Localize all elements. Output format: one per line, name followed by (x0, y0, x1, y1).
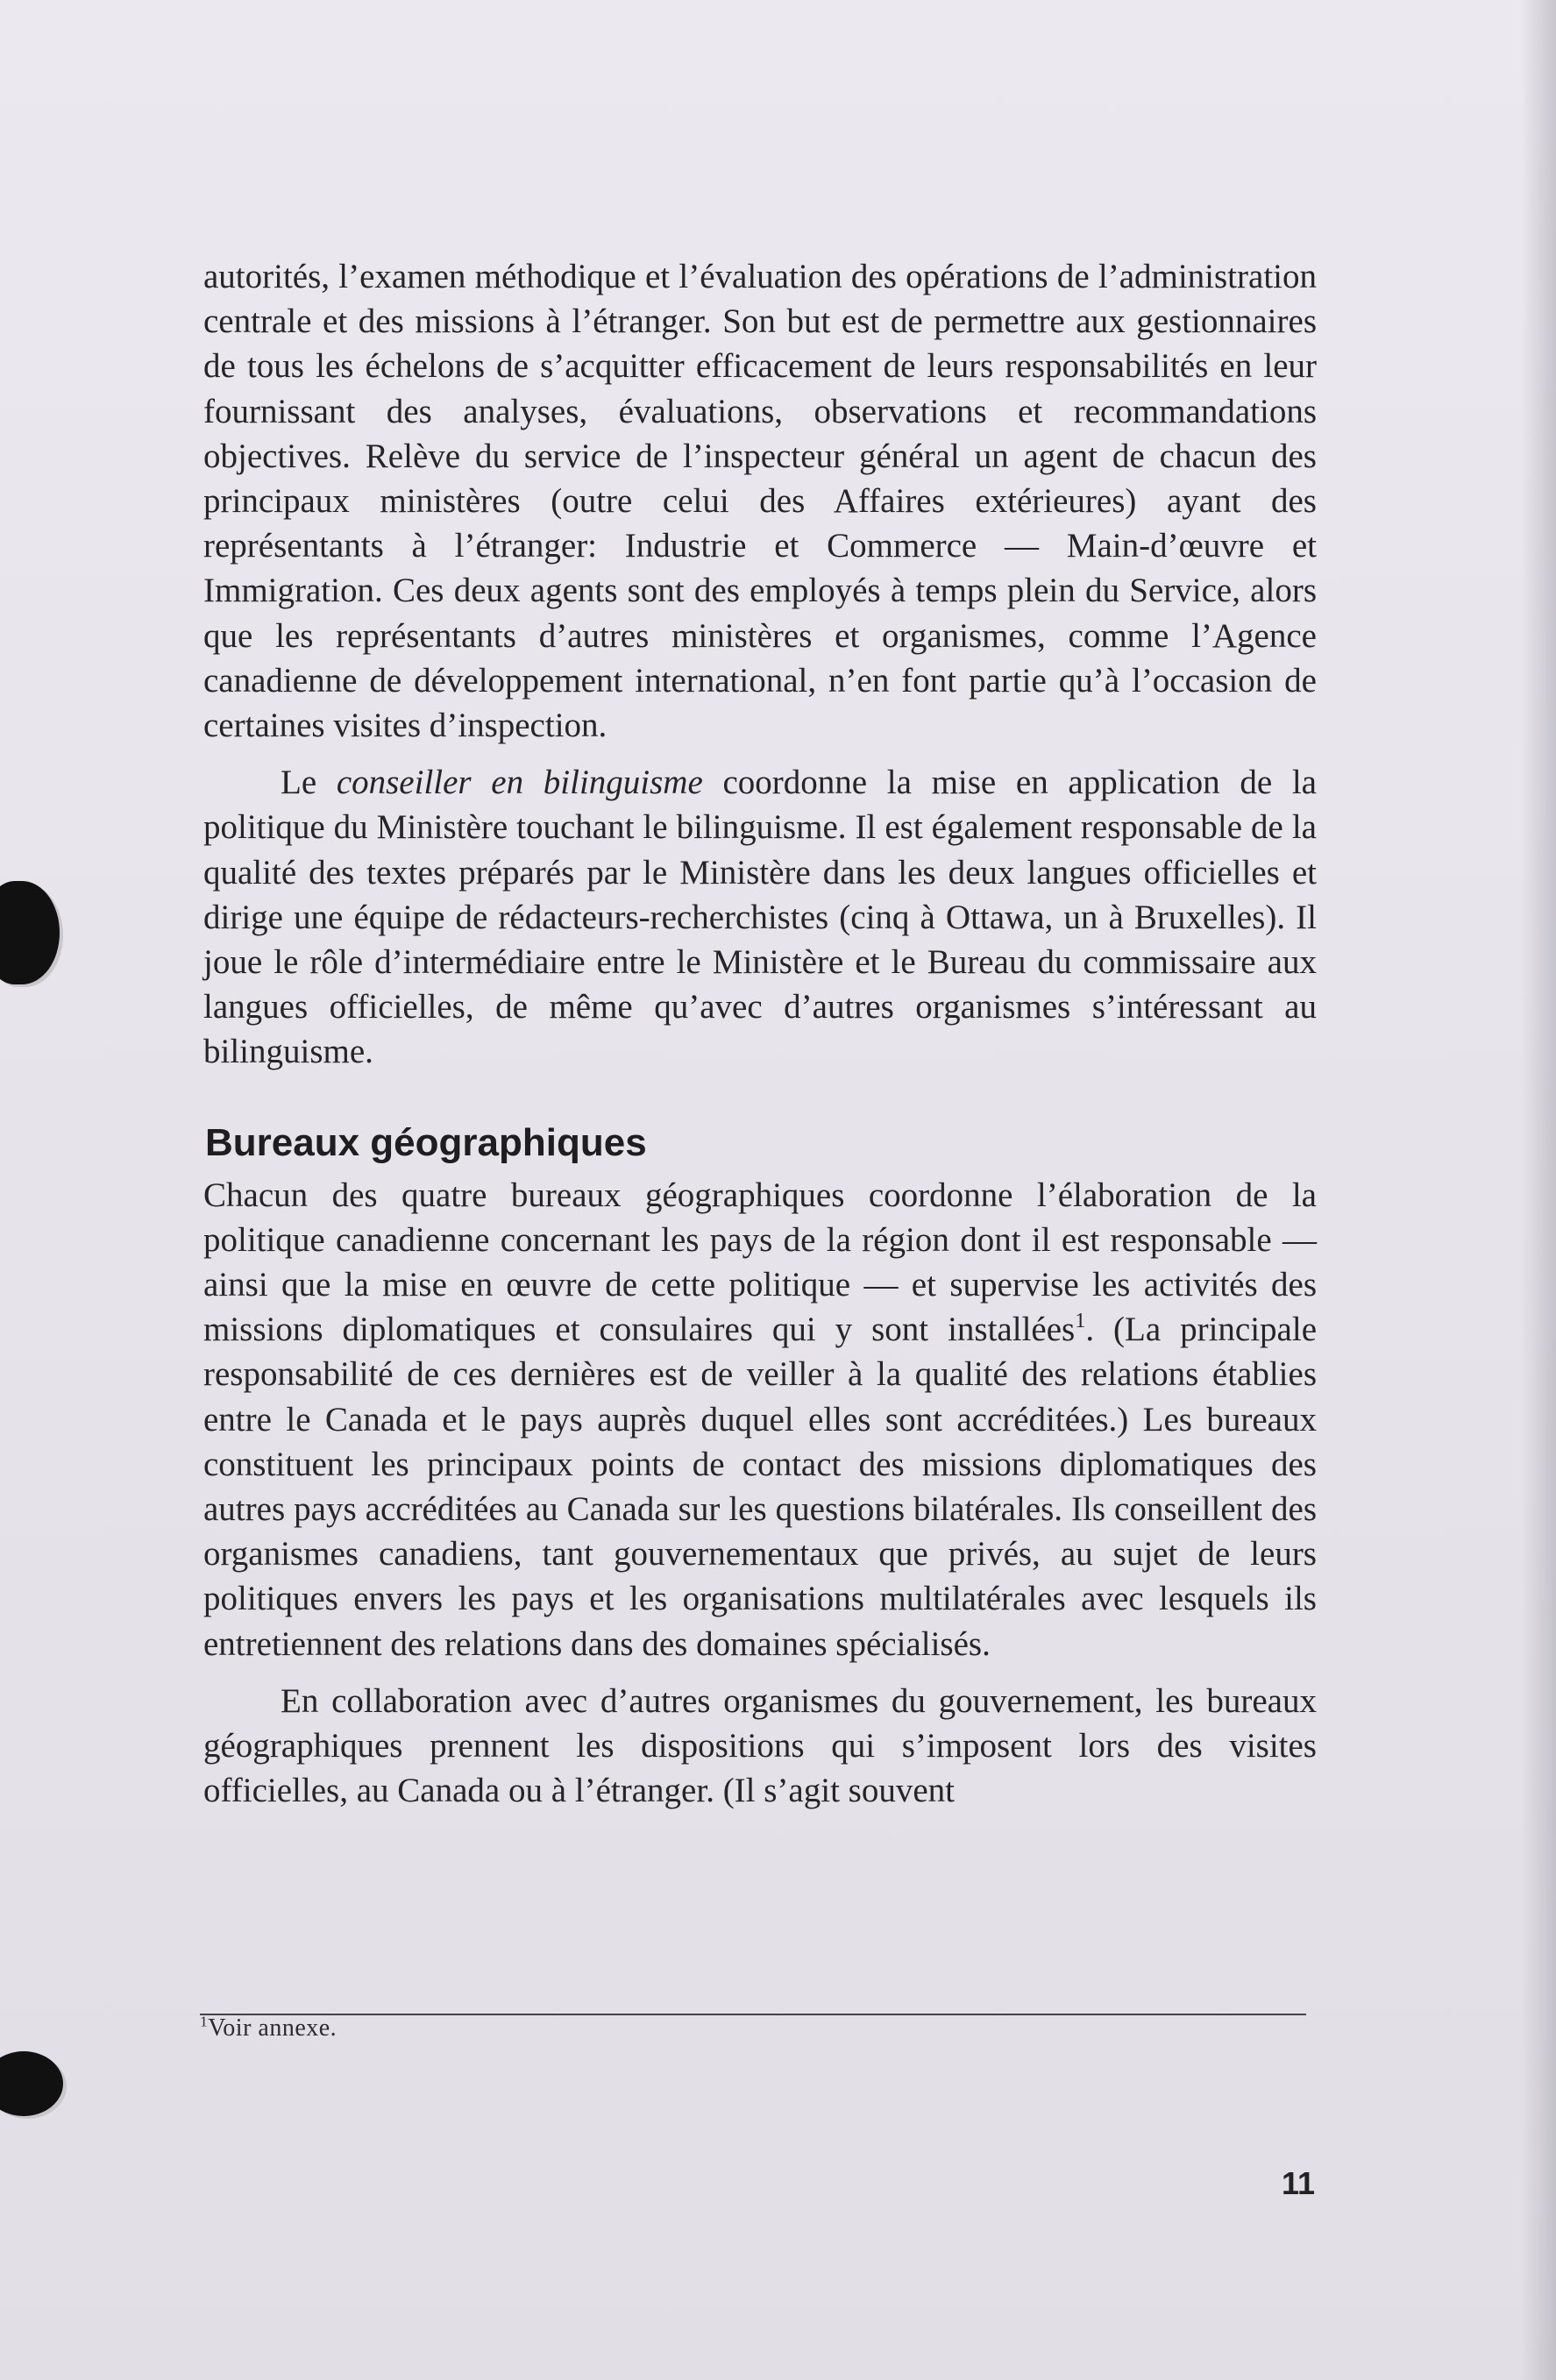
paragraph-text: Chacun des quatre bureaux géographiques coordonne l’élaboration de la politique canadienne concernant les pays de la région dont il est responsable — ainsi que la mise en œuvre de cette politique — et supervise les activités des missions diplomatiques et consulaires qui y sont installées (203, 1176, 1317, 1349)
paragraph-text: coordonne la mise en application de la politique du Ministère touchant le bilinguisme. Il est également responsable de la qualité des textes préparés par le Ministère dans les deux langues officielles et dirige une équipe de rédacteurs-recherchistes (cinq à Ottawa, un à Bruxelles). Il joue le rôle d’intermédiaire entre le Ministère et le Bureau du commissaire aux langues officielles, de même qu’avec d’autres organismes s’intéressant au bilinguisme. (203, 764, 1317, 1071)
paragraph-geographic-bureaus (203, 1173, 1317, 1666)
paragraph-bilingualism-advisor (203, 760, 1317, 1074)
binder-hole-top (0, 881, 60, 984)
body-text (203, 254, 1317, 1814)
italic-term: conseiller en bilinguisme (336, 764, 703, 802)
page-number: 11 (1281, 2165, 1315, 2201)
footnote-divider (200, 2014, 1306, 2015)
paragraph-inspector-general: autorités, l’examen méthodique et l’évaluation des opérations de l’administration centrale et des missions à l’étranger. Son but est de permettre aux gestionnaires de tous les échelons de s’acquitter efficacement de leurs responsabilités en leur fournissant des analyses, évaluations, observations et recommandations objectives. Relève du service de l’inspecteur général un agent de chacun des principaux ministères (outre celui des Affaires extérieures) ayant des représentants à l’étranger: Industrie et Commerce — Main-d’œuvre et Immigration. Ces deux agents sont des employés à temps plein du Service, alors que les représentants d’autres ministères et organismes, comme l’Agence canadienne de développement international, n’en font partie qu’à l’occasion de certaines visites d’inspection. (203, 258, 1317, 745)
paragraph-text: Le (281, 764, 337, 802)
footnote-mark: 1 (200, 2013, 209, 2030)
footnote (200, 2011, 337, 2046)
paragraph-text: . (La principale responsabilité de ces dernières est de veiller à la qualité des relations établies entre le Canada et le pays auprès duquel elles sont accréditées.) Les bureaux constituent les principaux points de contact des missions diplomatiques des autres pays accréditées au Canada sur les questions bilatérales. Ils conseillent des organismes canadiens, tant gouvernementaux que privés, au sujet de leurs politiques envers les pays et les organisations multilatérales avec lesquels ils entretiennent des relations dans des domaines spécialisés. (203, 1311, 1318, 1663)
paragraph-official-visits: En collaboration avec d’autres organismes du gouvernement, les bureaux géographiques prennent les dispositions qui s’imposent lors des visites officielles, au Canada ou à l’étranger. (Il s’agit souvent (203, 1681, 1317, 1810)
binder-hole-bottom (0, 2051, 63, 2116)
footnote-reference: 1 (1075, 1309, 1086, 1333)
section-heading: Bureaux géographiques (205, 1120, 647, 1164)
footnote-text: Voir annexe. (208, 2014, 337, 2042)
